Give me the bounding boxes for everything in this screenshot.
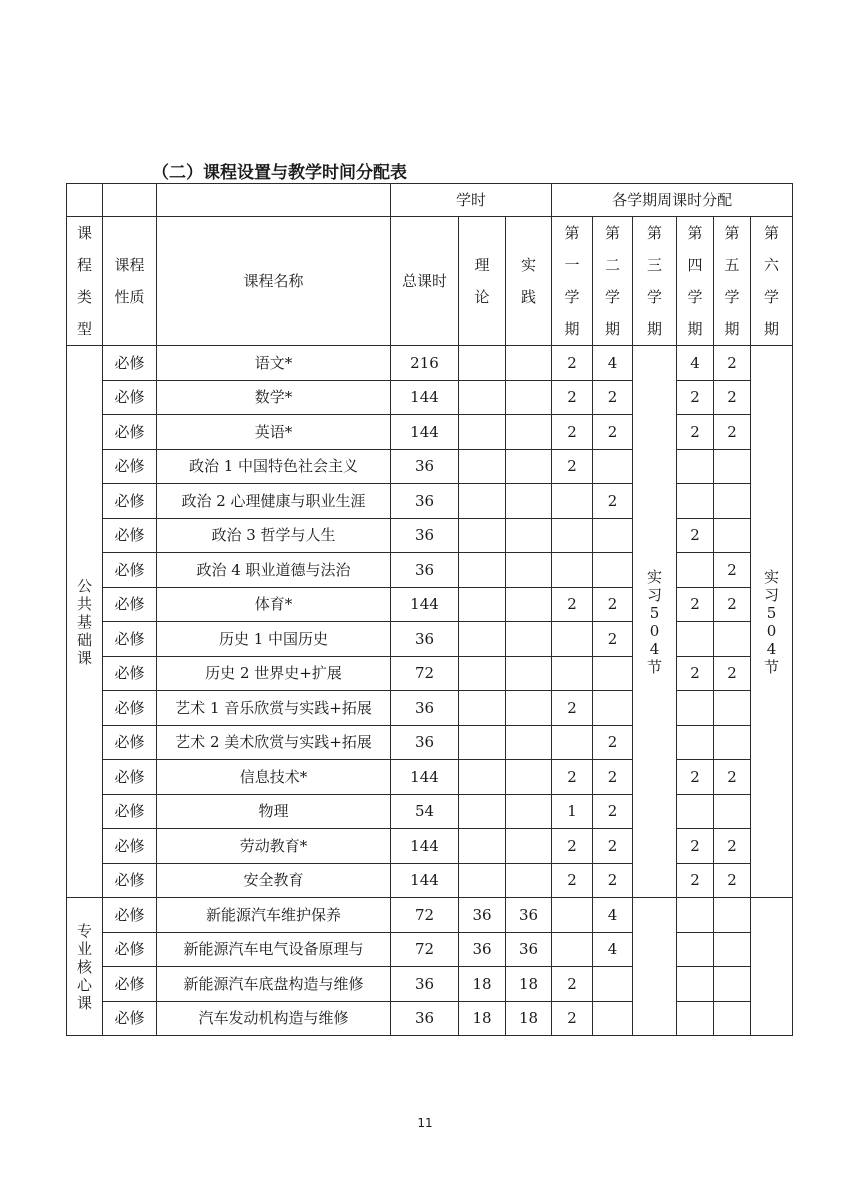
sem5-cell [714, 898, 751, 933]
theory-hours-cell [459, 725, 506, 760]
sem5-cell [714, 449, 751, 484]
sem1-cell: 2 [552, 760, 593, 795]
course-nature-cell: 必修 [103, 725, 157, 760]
sem5-cell [714, 794, 751, 829]
total-hours-cell: 36 [391, 449, 459, 484]
sem5-cell: 2 [714, 829, 751, 864]
sem6-header: 第六学期 [751, 217, 793, 346]
course-nature-cell: 必修 [103, 587, 157, 622]
course-type-professional-core: 专业核心课 [67, 898, 103, 1036]
sem4-cell [677, 449, 714, 484]
course-name-cell: 英语* [157, 415, 391, 450]
sem1-cell [552, 656, 593, 691]
total-hours-cell: 36 [391, 725, 459, 760]
table-row [67, 449, 793, 484]
course-nature-cell: 必修 [103, 415, 157, 450]
course-type-public-basic: 公共基础课 [67, 346, 103, 898]
table-row [67, 863, 793, 898]
sem1-cell [552, 484, 593, 519]
theory-hours-cell [459, 829, 506, 864]
total-hours-cell: 36 [391, 622, 459, 657]
page-number: 11 [417, 1116, 433, 1130]
practice-hours-cell [506, 691, 552, 726]
table-row [67, 587, 793, 622]
sem1-cell [552, 898, 593, 933]
course-name-cell: 新能源汽车电气设备原理与 [157, 932, 391, 967]
sem2-cell: 2 [593, 622, 633, 657]
practice-hours-cell [506, 518, 552, 553]
theory-hours-cell: 36 [459, 932, 506, 967]
total-hours-cell: 144 [391, 760, 459, 795]
theory-hours-cell [459, 553, 506, 588]
sem1-cell: 2 [552, 967, 593, 1002]
practice-hours-cell [506, 829, 552, 864]
practice-hours-cell [506, 415, 552, 450]
practice-hours-cell: 18 [506, 967, 552, 1002]
sem5-cell: 2 [714, 346, 751, 381]
sem2-cell: 4 [593, 346, 633, 381]
sem4-cell: 2 [677, 518, 714, 553]
course-name-cell: 新能源汽车底盘构造与维修 [157, 967, 391, 1002]
sem5-cell: 2 [714, 760, 751, 795]
course-nature-cell: 必修 [103, 449, 157, 484]
sem5-cell [714, 725, 751, 760]
total-hours-cell: 72 [391, 898, 459, 933]
sem1-cell: 1 [552, 794, 593, 829]
sem2-cell [593, 553, 633, 588]
total-hours-cell: 36 [391, 484, 459, 519]
table-row [67, 725, 793, 760]
table-row [67, 829, 793, 864]
sem2-cell [593, 656, 633, 691]
sem5-cell: 2 [714, 415, 751, 450]
sem2-cell: 2 [593, 415, 633, 450]
course-name-cell: 政治 1 中国特色社会主义 [157, 449, 391, 484]
sem4-cell: 2 [677, 863, 714, 898]
sem5-cell [714, 967, 751, 1002]
sem4-cell: 2 [677, 829, 714, 864]
sem4-cell [677, 794, 714, 829]
course-nature-cell: 必修 [103, 1001, 157, 1036]
practice-hours-cell [506, 346, 552, 381]
course-nature-cell: 必修 [103, 518, 157, 553]
sem2-cell: 2 [593, 794, 633, 829]
sem4-cell: 2 [677, 415, 714, 450]
course-nature-cell: 必修 [103, 380, 157, 415]
table-row [67, 691, 793, 726]
total-hours-cell: 144 [391, 415, 459, 450]
sem2-cell [593, 691, 633, 726]
sem4-cell [677, 553, 714, 588]
sem3-header: 第三学期 [633, 217, 677, 346]
sem5-cell [714, 932, 751, 967]
table-row [67, 967, 793, 1002]
total-hours-cell: 54 [391, 794, 459, 829]
course-name-cell: 安全教育 [157, 863, 391, 898]
total-hours-cell: 36 [391, 691, 459, 726]
course-name-cell: 语文* [157, 346, 391, 381]
sem2-header: 第二学期 [593, 217, 633, 346]
theory-hours-cell [459, 691, 506, 726]
table-row [67, 1001, 793, 1036]
sem1-cell [552, 725, 593, 760]
sem4-header: 第四学期 [677, 217, 714, 346]
course-name-cell: 政治 2 心理健康与职业生涯 [157, 484, 391, 519]
course-nature-cell: 必修 [103, 863, 157, 898]
sem1-cell: 2 [552, 415, 593, 450]
practice-hours-cell [506, 656, 552, 691]
course-name-cell: 劳动教育* [157, 829, 391, 864]
course-name-cell: 信息技术* [157, 760, 391, 795]
course-nature-cell: 必修 [103, 691, 157, 726]
practice-hours-cell [506, 484, 552, 519]
sem4-cell: 2 [677, 587, 714, 622]
theory-hours-cell [459, 346, 506, 381]
sem5-cell [714, 518, 751, 553]
sem4-cell: 4 [677, 346, 714, 381]
total-hours-cell: 144 [391, 380, 459, 415]
theory-hours-cell: 36 [459, 898, 506, 933]
sem2-cell [593, 967, 633, 1002]
course-type-header: 课程类型 [67, 217, 103, 346]
course-name-cell: 政治 4 职业道德与法治 [157, 553, 391, 588]
course-nature-cell: 必修 [103, 760, 157, 795]
practice-hours-cell [506, 380, 552, 415]
sem4-cell: 2 [677, 656, 714, 691]
theory-hours-cell [459, 863, 506, 898]
sem4-cell [677, 1001, 714, 1036]
theory-header: 理论 [459, 217, 506, 346]
course-name-cell: 历史 1 中国历史 [157, 622, 391, 657]
table-row [67, 518, 793, 553]
total-hours-cell: 36 [391, 553, 459, 588]
weekly-group-header: 各学期周课时分配 [552, 184, 793, 217]
total-hours-header: 总课时 [391, 217, 459, 346]
sem4-cell [677, 898, 714, 933]
course-nature-cell: 必修 [103, 967, 157, 1002]
practice-hours-cell [506, 760, 552, 795]
sem5-cell [714, 691, 751, 726]
theory-hours-cell [459, 415, 506, 450]
sem1-cell: 2 [552, 1001, 593, 1036]
sem1-cell: 2 [552, 449, 593, 484]
theory-hours-cell [459, 656, 506, 691]
sem6-internship-cell: 实习504节 [751, 346, 793, 898]
sem2-cell [593, 1001, 633, 1036]
theory-hours-cell [459, 760, 506, 795]
blank-cell [103, 184, 157, 217]
sem2-cell: 2 [593, 863, 633, 898]
course-name-cell: 物理 [157, 794, 391, 829]
sem4-cell [677, 932, 714, 967]
table-row [67, 898, 793, 933]
sem1-cell: 2 [552, 829, 593, 864]
theory-hours-cell [459, 587, 506, 622]
sem5-cell [714, 622, 751, 657]
practice-hours-cell: 36 [506, 898, 552, 933]
sem1-cell: 2 [552, 346, 593, 381]
course-nature-cell: 必修 [103, 932, 157, 967]
total-hours-cell: 144 [391, 587, 459, 622]
course-name-cell: 艺术 1 音乐欣赏与实践+拓展 [157, 691, 391, 726]
sem4-cell: 2 [677, 380, 714, 415]
course-nature-cell: 必修 [103, 346, 157, 381]
practice-hours-cell [506, 553, 552, 588]
table-row [67, 760, 793, 795]
practice-hours-cell [506, 587, 552, 622]
course-name-cell: 艺术 2 美术欣赏与实践+拓展 [157, 725, 391, 760]
theory-hours-cell [459, 518, 506, 553]
practice-header: 实践 [506, 217, 552, 346]
total-hours-cell: 72 [391, 656, 459, 691]
sem2-cell: 4 [593, 932, 633, 967]
course-name-cell: 体育* [157, 587, 391, 622]
table-row [67, 415, 793, 450]
sem2-cell: 2 [593, 725, 633, 760]
sem5-cell [714, 484, 751, 519]
sem2-cell [593, 518, 633, 553]
table-row [67, 794, 793, 829]
sem4-cell [677, 622, 714, 657]
sem1-cell [552, 622, 593, 657]
sem5-cell: 2 [714, 656, 751, 691]
practice-hours-cell [506, 725, 552, 760]
table-row [67, 380, 793, 415]
sem3-cell [633, 898, 677, 1036]
sem2-cell: 4 [593, 898, 633, 933]
theory-hours-cell: 18 [459, 1001, 506, 1036]
theory-hours-cell [459, 794, 506, 829]
sem3-internship-cell: 实习504节 [633, 346, 677, 898]
theory-hours-cell: 18 [459, 967, 506, 1002]
blank-cell [157, 184, 391, 217]
sem1-cell [552, 553, 593, 588]
sem2-cell: 2 [593, 484, 633, 519]
total-hours-cell: 144 [391, 829, 459, 864]
table-row [67, 346, 793, 381]
table-row [67, 932, 793, 967]
course-name-cell: 历史 2 世界史+扩展 [157, 656, 391, 691]
sem2-cell: 2 [593, 829, 633, 864]
sem5-cell: 2 [714, 863, 751, 898]
total-hours-cell: 36 [391, 967, 459, 1002]
theory-hours-cell [459, 484, 506, 519]
total-hours-cell: 144 [391, 863, 459, 898]
sem4-cell [677, 967, 714, 1002]
total-hours-cell: 36 [391, 518, 459, 553]
sem4-cell: 2 [677, 760, 714, 795]
sem1-header: 第一学期 [552, 217, 593, 346]
header-row-2 [67, 217, 793, 346]
sem2-cell [593, 449, 633, 484]
sem2-cell: 2 [593, 760, 633, 795]
sem5-header: 第五学期 [714, 217, 751, 346]
sem5-cell: 2 [714, 587, 751, 622]
practice-hours-cell: 18 [506, 1001, 552, 1036]
course-nature-cell: 必修 [103, 622, 157, 657]
course-nature-cell: 必修 [103, 553, 157, 588]
sem1-cell [552, 518, 593, 553]
sem1-cell: 2 [552, 587, 593, 622]
total-hours-cell: 36 [391, 1001, 459, 1036]
course-name-cell: 数学* [157, 380, 391, 415]
sem5-cell: 2 [714, 553, 751, 588]
sem4-cell [677, 691, 714, 726]
course-name-cell: 汽车发动机构造与维修 [157, 1001, 391, 1036]
practice-hours-cell [506, 794, 552, 829]
total-hours-cell: 72 [391, 932, 459, 967]
course-nature-cell: 必修 [103, 656, 157, 691]
sem2-cell: 2 [593, 380, 633, 415]
theory-hours-cell [459, 449, 506, 484]
course-nature-cell: 必修 [103, 829, 157, 864]
sem1-cell: 2 [552, 380, 593, 415]
header-row-1 [67, 184, 793, 217]
table-row [67, 622, 793, 657]
table-row [67, 484, 793, 519]
course-nature-cell: 必修 [103, 794, 157, 829]
sem6-cell [751, 898, 793, 1036]
course-name-cell: 政治 3 哲学与人生 [157, 518, 391, 553]
course-name-cell: 新能源汽车维护保养 [157, 898, 391, 933]
sem1-cell: 2 [552, 691, 593, 726]
table-row [67, 656, 793, 691]
sem2-cell: 2 [593, 587, 633, 622]
sem5-cell: 2 [714, 380, 751, 415]
section-heading: （二）课程设置与教学时间分配表 [152, 163, 407, 183]
practice-hours-cell [506, 449, 552, 484]
practice-hours-cell: 36 [506, 932, 552, 967]
total-hours-cell: 216 [391, 346, 459, 381]
sem1-cell: 2 [552, 863, 593, 898]
practice-hours-cell [506, 863, 552, 898]
course-name-header: 课程名称 [157, 217, 391, 346]
sem4-cell [677, 725, 714, 760]
course-nature-header: 课程性质 [103, 217, 157, 346]
course-nature-cell: 必修 [103, 484, 157, 519]
sem5-cell [714, 1001, 751, 1036]
theory-hours-cell [459, 622, 506, 657]
hours-group-header: 学时 [391, 184, 552, 217]
blank-cell [67, 184, 103, 217]
table-row [67, 553, 793, 588]
practice-hours-cell [506, 622, 552, 657]
theory-hours-cell [459, 380, 506, 415]
sem1-cell [552, 932, 593, 967]
sem4-cell [677, 484, 714, 519]
course-schedule-table [66, 183, 793, 1036]
course-nature-cell: 必修 [103, 898, 157, 933]
